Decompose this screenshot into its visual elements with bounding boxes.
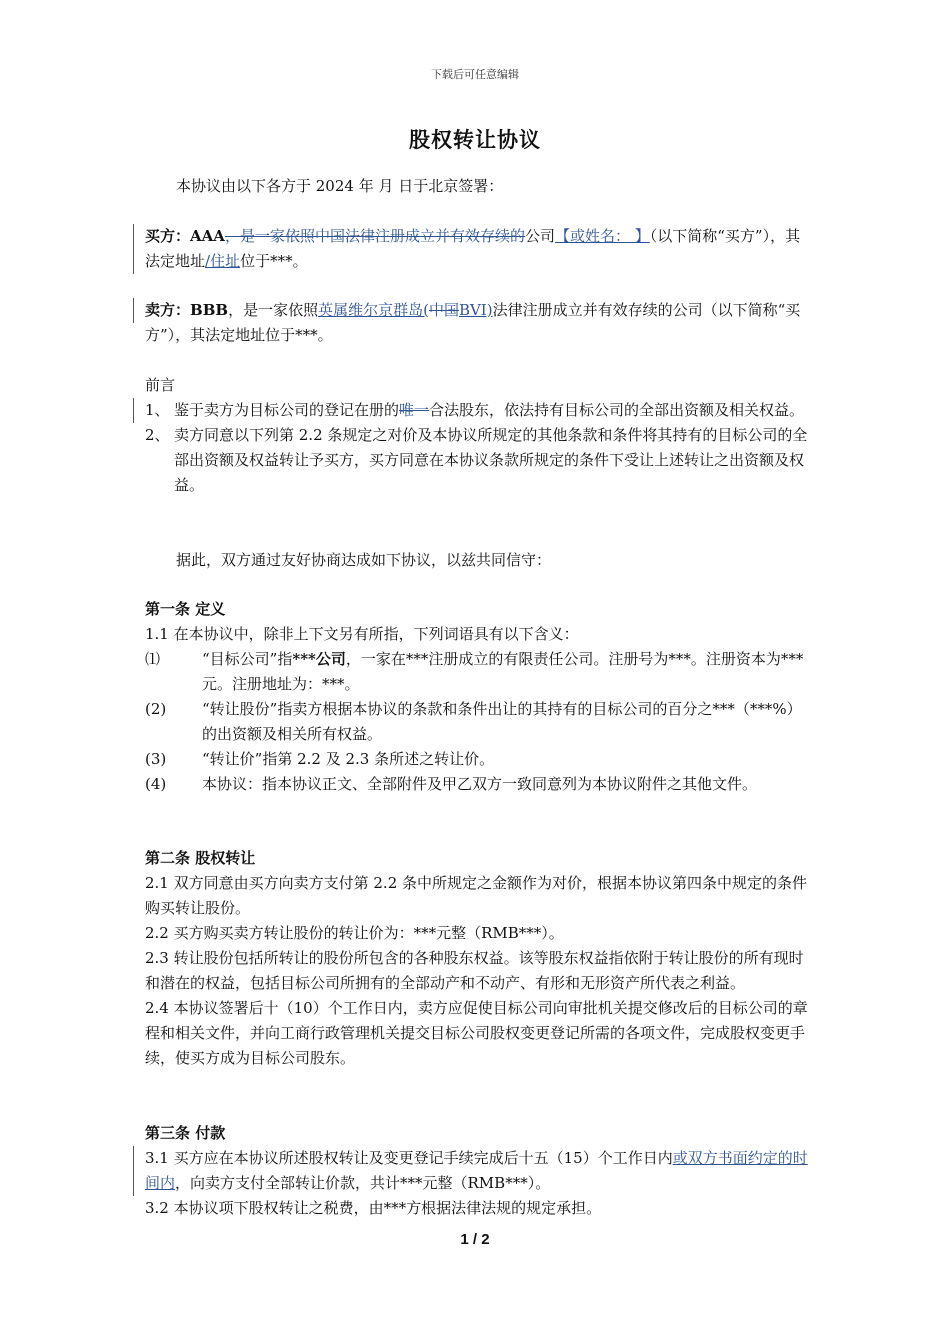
seller-name: BBB <box>190 301 229 319</box>
clause-2-4: 2.4 本协议签署后十（10）个工作日内，卖方应促使目标公司向审批机关提交修改后的目标公司的章程和相关文件，并向工商行政管理机关提交目标公司股权变更登记所需的各项文件，完成股权变更手续，使买方成为目标公司股东。 <box>145 999 808 1067</box>
preamble-block <box>145 373 813 498</box>
clause-3-1 <box>145 1146 813 1196</box>
seller-deleted-text: 中国 <box>428 301 459 319</box>
article-1 <box>145 597 813 797</box>
article-1-lead: 1.1 在本协议中，除非上下文另有所指，下列词语具有以下含义： <box>145 625 579 643</box>
definition-item-4 <box>145 772 878 797</box>
seller-label: 卖方： <box>145 301 191 319</box>
buyer-text-2: （以下简称“买方”），其法定地址 <box>145 227 801 270</box>
revision-bar-buyer <box>133 224 134 274</box>
buyer-inserted-text: 【或姓名： 】 <box>554 227 650 245</box>
definition-4-text: 本协议：指本协议正文、全部附件及甲乙双方一致同意列为本协议附件之其他文件。 <box>202 775 758 793</box>
definition-number: (2) <box>145 700 167 718</box>
definition-number: (3) <box>145 750 167 768</box>
page-number: 1 / 2 <box>460 1231 490 1248</box>
header-note: 下载后可任意编辑 <box>431 68 519 81</box>
document-title: 股权转让协议 <box>409 127 541 152</box>
clause-3-2: 3.2 本协议项下股权转让之税费，由***方根据法律法规的规定承担。 <box>145 1199 602 1217</box>
buyer-inserted-address: /住址 <box>205 252 241 270</box>
preamble-heading: 前言 <box>145 376 176 394</box>
seller-text-2: 法律注册成立并有效存续的公司（以下简称“买方”），其法定地址位于***。 <box>145 301 801 344</box>
definition-1-text-1: “目标公司”指 <box>202 650 293 668</box>
clause-2-1: 2.1 双方同意由买方向卖方支付第 2.2 条中所规定之金额作为对价，根据本协议第四条中规定的条件购买转让股份。 <box>145 874 808 917</box>
definition-number: (4) <box>145 775 167 793</box>
preamble-item-1-text-2: 合法股东，依法持有目标公司的全部出资额及相关权益。 <box>429 401 805 419</box>
intro-paragraph: 本协议由以下各方于 2024 年 月 日于北京签署： <box>176 177 504 195</box>
revision-bar-preamble <box>133 398 134 423</box>
closing-block <box>145 548 813 573</box>
preamble-closing: 据此，双方通过友好协商达成如下协议，以兹共同信守： <box>176 551 552 569</box>
clause-3-1-text-2: ，向卖方支付全部转让价款，共计***元整（RMB***）。 <box>175 1174 551 1192</box>
revision-bar-article3 <box>133 1146 134 1196</box>
seller-paragraph <box>145 298 813 348</box>
preamble-item-2-text: 卖方同意以下列第 2.2 条规定之对价及本协议所规定的其他条款和条件将其持有的目标公司的全部出资额及权益转让予买方，买方同意在本协议条款所规定的条件下受让上述转让之出资额及权益。 <box>174 426 808 494</box>
definition-1-text-2: ，一家在***注册成立的有限责任公司。注册号为***。注册资本为***元。注册地址为：***。 <box>202 650 804 693</box>
buyer-text-3: 位于***。 <box>240 252 308 270</box>
definition-2-text: “转让股份”指卖方根据本协议的条款和条件出让的其持有的目标公司的百分之***（***%）的出资额及相关所有权益。 <box>202 700 802 743</box>
buyer-deleted-text: ，是一家依照中国法律注册成立并有效存续的 <box>224 227 525 245</box>
seller-block <box>145 298 813 348</box>
definition-1-company: ***公司 <box>292 650 346 668</box>
article-1-title: 第一条 定义 <box>145 600 226 618</box>
article-3-title: 第三条 付款 <box>145 1124 226 1142</box>
buyer-text-1: 公司 <box>524 227 555 245</box>
clause-2-2: 2.2 买方购买卖方转让股份的转让价为：***元整（RMB***）。 <box>145 924 564 942</box>
buyer-name: AAA <box>190 227 225 245</box>
definition-item-2 <box>145 697 813 747</box>
seller-inserted-jurisdiction: 英属维尔京群岛( <box>318 301 429 319</box>
seller-inserted-bvi: BVI) <box>458 301 493 319</box>
list-number: 1、 <box>145 401 170 419</box>
buyer-block <box>145 224 813 274</box>
definition-item-3 <box>145 747 813 772</box>
preamble-item-2 <box>145 423 813 498</box>
clause-3-1-text-1: 3.1 买方应在本协议所述股权转让及变更登记手续完成后十五（15）个工作日内 <box>145 1149 673 1167</box>
clause-3-1-inserted: 或双方书面约定的时间内 <box>145 1149 808 1192</box>
revision-bar-seller <box>133 298 134 323</box>
preamble-item-1-deleted: 唯一 <box>399 401 430 419</box>
definition-number: ⑴ <box>145 650 161 668</box>
buyer-label: 买方： <box>145 227 191 245</box>
definition-item-1 <box>145 647 813 697</box>
article-3 <box>145 1121 813 1221</box>
article-2 <box>145 846 813 1071</box>
preamble-item-1 <box>145 398 813 423</box>
article-2-title: 第二条 股权转让 <box>145 849 256 867</box>
buyer-paragraph <box>145 224 813 274</box>
list-number: 2、 <box>145 426 170 444</box>
seller-text-1: ，是一家依照 <box>228 301 319 319</box>
preamble-item-1-text-1: 鉴于卖方为目标公司的登记在册的 <box>174 401 400 419</box>
intro-block <box>145 174 813 199</box>
definition-3-text: “转让价”指第 2.2 及 2.3 条所述之转让价。 <box>202 750 495 768</box>
clause-2-3: 2.3 转让股份包括所转让的股份所包含的各种股东权益。该等股东权益指依附于转让股份的所有现时和潜在的权益，包括目标公司所拥有的全部动产和不动产、有形和无形资产所代表之利益。 <box>145 949 804 992</box>
